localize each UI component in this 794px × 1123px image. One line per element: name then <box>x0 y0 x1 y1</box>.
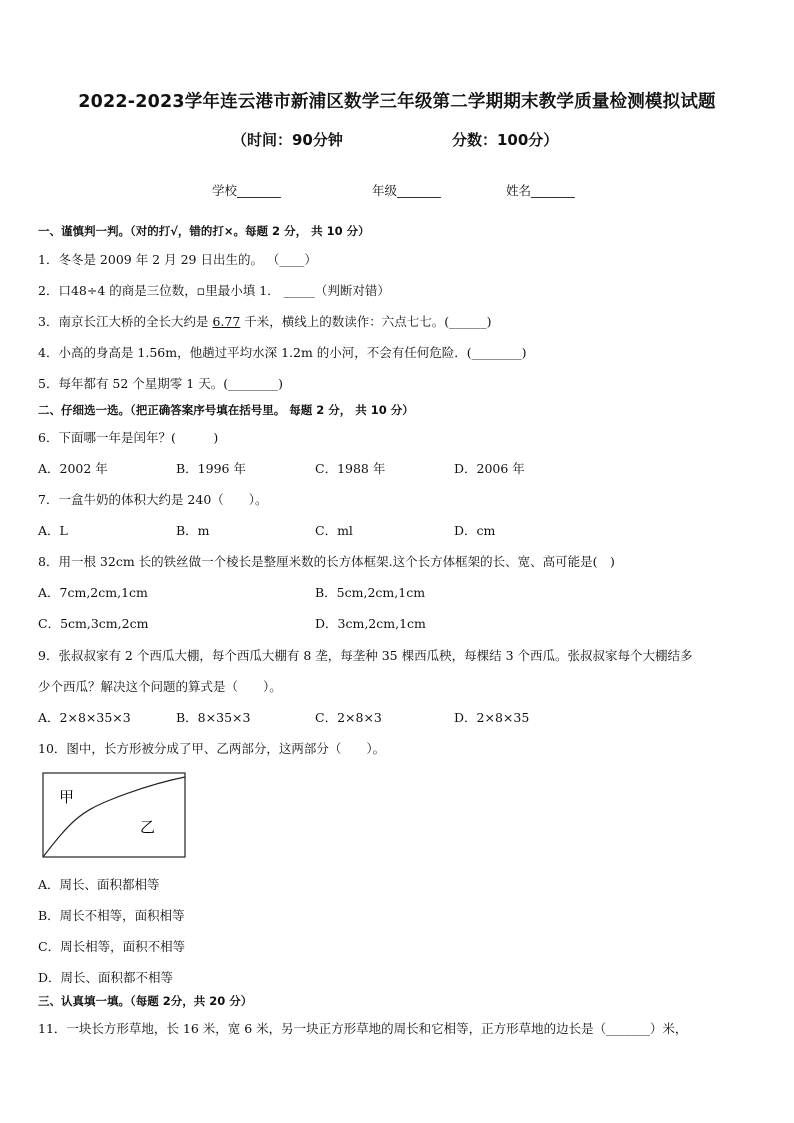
question-5: 5．每年都有 52 个星期零 1 天。(________) <box>38 376 283 391</box>
section-3-heading: 三、认真填一填。（每题 2分，共 20 分） <box>38 994 253 1008</box>
q6-option-c: C．1988 年 <box>315 461 386 476</box>
grade-field: 年级_______ <box>372 183 441 198</box>
q8-option-c: C．5cm,3cm,2cm <box>38 616 149 631</box>
q8-option-d: D．3cm,2cm,1cm <box>315 616 426 631</box>
question-8: 8．用一根 32cm 长的铁丝做一个棱长是整厘米数的长方体框架.这个长方体框架的长、宽、高可能是( ) <box>38 554 615 569</box>
q10-option-a: A．周长、面积都相等 <box>38 877 160 892</box>
q7-option-b: B．m <box>176 523 210 538</box>
section-2-heading: 二、仔细选一选。（把正确答案序号填在括号里。 每题 2 分， 共 10 分） <box>38 403 414 417</box>
question-9-line-1: 9．张叔叔家有 2 个西瓜大棚，每个西瓜大棚有 8 垄，每垄种 35 棵西瓜秧，每棵结 3 个西瓜。张叔叔家每个大棚结多 <box>38 648 693 663</box>
q6-option-d: D．2006 年 <box>454 461 525 476</box>
q7-option-d: D．cm <box>454 523 496 538</box>
question-1: 1．冬冬是 2009 年 2 月 29 日出生的。 （____） <box>38 252 317 267</box>
q9-option-b: B．8×35×3 <box>176 710 251 725</box>
q10-option-b: B．周长不相等，面积相等 <box>38 908 185 923</box>
q10-option-c: C．周长相等，面积不相等 <box>38 939 186 954</box>
q9-option-d: D．2×8×35 <box>454 710 530 725</box>
question-3-text-a: 3．南京长江大桥的全长大约是 <box>38 314 213 329</box>
section-1-heading: 一、谨慎判一判。（对的打√，错的打×。每题 2 分， 共 10 分） <box>38 224 370 238</box>
q7-option-a: A．L <box>38 523 68 538</box>
exam-title: 2022-2023学年连云港市新浦区数学三年级第二学期期末教学质量检测模拟试题 <box>78 92 716 112</box>
exam-score: 分数：100分） <box>452 131 559 149</box>
region-jia-label: 甲 <box>59 788 75 806</box>
question-6: 6．下面哪一年是闰年？( ) <box>38 430 219 445</box>
q6-option-a: A．2002 年 <box>38 461 108 476</box>
school-field: 学校_______ <box>212 183 281 198</box>
question-11: 11．一块长方形草地，长 16 米，宽 6 米，另一块正方形草地的周长和它相等，正方形草地的边长是（_______）米， <box>38 1021 688 1036</box>
rectangle-outline <box>43 773 185 857</box>
question-4: 4．小高的身高是 1.56m，他趟过平均水深 1.2m 的小河，不会有任何危险．(________) <box>38 345 527 360</box>
question-2: 2．口48÷4 的商是三位数，▫里最小填 1． _____（判断对错） <box>38 283 390 298</box>
question-10: 10．图中，长方形被分成了甲、乙两部分，这两部分（ ）。 <box>38 741 386 756</box>
region-yi-label: 乙 <box>140 818 156 836</box>
divided-rectangle-figure <box>40 772 190 862</box>
q8-option-b: B．5cm,2cm,1cm <box>315 585 426 600</box>
q9-option-c: C．2×8×3 <box>315 710 382 725</box>
question-3-underlined-number: 6.77 <box>212 314 241 329</box>
question-3-text-b: 千米，横线上的数读作：六点七七。(______) <box>240 314 492 329</box>
q9-option-a: A．2×8×35×3 <box>38 710 131 725</box>
question-7: 7．一盒牛奶的体积大约是 240（ ）。 <box>38 492 268 507</box>
exam-time: （时间：90分钟 <box>232 131 343 149</box>
q10-option-d: D．周长、面积都不相等 <box>38 970 174 985</box>
question-3 <box>38 312 492 330</box>
q6-option-b: B．1996 年 <box>176 461 246 476</box>
q8-option-a: A．7cm,2cm,1cm <box>38 585 148 600</box>
q7-option-c: C．ml <box>315 523 353 538</box>
name-field: 姓名_______ <box>506 183 575 198</box>
question-9-line-2: 少个西瓜？解决这个问题的算式是（ ）。 <box>38 679 282 694</box>
